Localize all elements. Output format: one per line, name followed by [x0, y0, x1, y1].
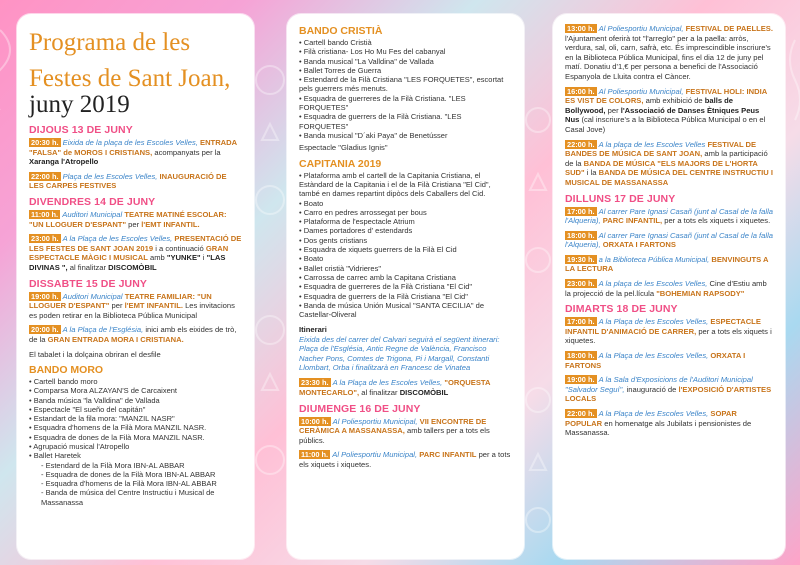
event [565, 351, 773, 370]
event-title: FESTIVAL HOLI: INDIA ES VIST DE COLORS, [565, 86, 767, 106]
event-text: per [607, 105, 619, 115]
event-text: (cal inscriure's a la Biblioteca Pública Municipal o en el Casal Jove) [565, 115, 766, 134]
event-title: "ORQUESTA MONTECARLO", [299, 378, 491, 398]
event-time: 23:00 h. [567, 279, 595, 289]
event-text: amb tallers per a tots els públics. [299, 426, 490, 445]
event [29, 172, 242, 191]
event-title: FESTIVAL DE BANDES DE MÚSICA DE SANT JOAN, [565, 139, 757, 159]
itinerary [299, 325, 512, 372]
event-location: Eixida de la plaça de les Escoles Velles, [62, 138, 198, 147]
list-item: • Banda de música Unión Musical "SANTA CECILIA" de Castellar-Oliveral [299, 301, 512, 320]
event [565, 207, 773, 226]
event-text: en homenatge als Jubilats i pensionistes de Massanassa. [565, 418, 752, 438]
event-text: al finalitzar [361, 388, 398, 398]
event-text: per [111, 301, 123, 311]
itinerary-title: Itinerari [299, 325, 327, 335]
list-item: • Esquadra de guerreres de la Filà Cristiana "El Cid" [299, 282, 512, 291]
event-location: A la Sala d'Exposicions de l'Auditori Municipal "Salvador Seguí", [565, 375, 753, 394]
event-text: amb exhibició de [645, 96, 703, 106]
event [29, 292, 242, 321]
event-text: acompanyats per la [154, 147, 221, 157]
list-subitem: - Estendard de la Filà Mora IBN-AL ABBAR [29, 461, 242, 470]
list-item: • Estendard de la Filà Cristiana "LES FORQUETES", escortat pels guerrers més menuts. [299, 75, 512, 94]
event-title: BENVINGUTS A LA LECTURA [565, 254, 769, 274]
title-line-3: juny 2019 [29, 91, 130, 118]
day-header: DIUMENGE 16 DE JUNY [299, 402, 421, 415]
title-line-2: Festes de Sant Joan, [29, 65, 231, 92]
event-location: Al carrer Pare Ignasi Casañ (junt al Casal de la falla l'Alqueria), [565, 230, 773, 250]
event-title: BANDA DE MÚSICA "ELS MAJORS DE L'HORTA SUD" [565, 158, 758, 178]
event-title: PARC INFANTIL [419, 450, 477, 460]
event-time: 11:00 h. [31, 209, 59, 219]
event-time: 17:00 h. [567, 317, 595, 327]
event [29, 234, 242, 272]
event-text: inauguració de [626, 384, 677, 394]
list-item: • Boato [299, 199, 512, 208]
event-time: 11:00 h. [301, 450, 329, 460]
event-title: PARC INFANTIL, [602, 216, 663, 226]
event [29, 138, 242, 167]
list-item: • Esquadra de guerrers de la Filà Cristiana. "LES FORQUETES" [299, 112, 512, 131]
list-item: • Ballet Torres de Guerra [299, 66, 512, 75]
list-item: • Esquadra de dones de la Filà Mora MANZIL NASR. [29, 433, 242, 442]
event-time: 19:00 h. [31, 291, 59, 301]
list-item: • Boato [299, 254, 512, 263]
event-title: ENTRADA "FALSA" de MOROS I CRISTIANS, [29, 138, 237, 157]
event-time: 22:00 h. [567, 409, 595, 418]
event-location: Auditori Municipal [62, 291, 123, 301]
bando-moro-list [29, 377, 242, 507]
list-item: • Plataforma de l'espectacle Atrium [299, 217, 512, 226]
section-header: CAPITANIA 2019 [299, 157, 382, 170]
list-item: • Banda música "la Valldina" de Vallada [29, 396, 242, 405]
event-title: VII ENCONTRE DE CERÀMICA A MASSANASSA, [299, 416, 487, 436]
event-time: 13:00 h. [567, 24, 595, 33]
list-item: • Estandart de la fila mora: "MANZIL NASR" [29, 414, 242, 423]
event-text: per a tots els xiquets i xiquetes. [299, 450, 511, 470]
event-location: Al Poliesportiu Municipal, [332, 416, 418, 426]
event-performer: Xaranga l'Atropello [29, 157, 99, 167]
event-title: l'EMT INFANTIL. [124, 301, 183, 311]
list-item: • Banda musical "La Valldina" de Vallada [299, 57, 512, 66]
event-text: i [202, 253, 205, 263]
day-header: DISSABTE 15 DE JUNY [29, 277, 148, 290]
event-text: i a continuació [155, 243, 204, 253]
event-title: TEATRE MATINÉ ESCOLAR: "UN LLOGUER D'ESPANT" [29, 209, 227, 229]
event-title: ESPECTACLE INFANTIL D'ANIMACIÓ DE CARRER, [565, 317, 761, 336]
event-title: ORXATA I FARTONS [565, 351, 746, 370]
event [29, 325, 242, 344]
event [565, 87, 773, 135]
event-location: A la Plaça de les Escoles Velles, [598, 351, 709, 361]
event-title: l'EXPOSICIÓ D'ARTISTES LOCALS [565, 384, 772, 404]
event-time: 20:00 h. [31, 325, 59, 335]
event [565, 24, 773, 82]
event-time: 22:00 h. [31, 171, 59, 181]
event-time: 16:00 h. [567, 86, 595, 96]
title-line-1: Programa de les [29, 29, 191, 56]
list-item: • Dames portadores d' estendards [299, 226, 512, 235]
event-performer: "LAS DIVINAS ", [29, 253, 226, 272]
list-item: • Cartell bando Cristià [299, 38, 512, 47]
event-location: Al Poliesportiu Municipal, [332, 450, 418, 460]
event-location: Plaça de les Escoles Velles, [62, 171, 158, 181]
program-panel-middle [287, 14, 524, 559]
event-location: A la Plaça de les Escoles Velles, [598, 409, 709, 418]
event [299, 417, 512, 446]
event-performer: "YUNKE" [166, 253, 201, 263]
list-item: • Esquadra de xiquets guerrers de la Filà El Cid [299, 245, 512, 254]
list-item: • Ballet cristià "Vidrieres" [299, 264, 512, 273]
event-location: a la Biblioteca Pública Municipal, [598, 254, 710, 264]
day-header: DIVENDRES 14 DE JUNY [29, 195, 156, 208]
event-text: Cine d'Estiu amb la projecció de la pel.lícula [565, 279, 767, 298]
program-panel-right [553, 14, 785, 559]
event-location: A la Plaça de les Escoles Velles, [332, 378, 443, 388]
event [299, 378, 512, 397]
event-text: inici amb els eixides de trò, de la [29, 325, 237, 344]
event-time: 19:00 h. [567, 375, 595, 385]
list-item: • Banda musical "D´aki Paya" de Benetússer [299, 131, 512, 140]
event [299, 450, 512, 469]
list-item: • Filà cristiana- Los Ho Mu Fes del cabanyal [299, 47, 512, 56]
event-text: amb la participació de la [565, 149, 768, 168]
event-time: 23:30 h. [301, 378, 329, 388]
event-location: A la Plaça de les Escoles Velles, [62, 234, 173, 244]
event-location: Al carrer Pare Ignasi Casañ (junt al Casal de la falla l'Alqueria), [565, 206, 773, 226]
event [565, 409, 773, 438]
list-item: • Carro en pedres arrossegat per bous [299, 208, 512, 217]
event [565, 279, 773, 298]
list-item: • Cartell bando moro [29, 377, 242, 386]
event-performer: l'Associació de Danses Ètniques Peus Nus [565, 105, 760, 125]
event-title: SOPAR POPULAR [565, 409, 737, 428]
event-text: per [128, 219, 140, 229]
event-performer: DISCOMÒBIL [108, 262, 157, 272]
event-text: per a tots els xiquets i xiquetes. [565, 326, 772, 346]
list-subitem: - Banda de música del Centre Instructiu i Musical de Massanassa [29, 488, 242, 507]
event-time: 18:00 h. [567, 351, 595, 361]
event-text: l'Ajuntament oferirà tot "l'arreglo" per a la paella: arròs, verdura, sal, oli, carn, safrà, etc. És imprescindible inscriure's en la Biblioteca Pública Municipal, fins el dia 12 de juny pel matí. Donatiu d'1,€ per persona a benefici de l'Associació Espanyola de Lluita contra el Càncer. [565, 33, 771, 81]
event-time: 22:00 h. [567, 139, 595, 149]
list-item: • Agrupació musical l'Atropello [29, 442, 242, 451]
event [565, 231, 773, 250]
event-title: GRAN ENTRADA MORA I CRISTIANA. [47, 334, 184, 344]
event-time: 10:00 h. [301, 416, 329, 426]
list-subitem: - Esquadra de dones de la Filà Mora IBN-AL ABBAR [29, 470, 242, 479]
event-time: 20:30 h. [31, 138, 59, 147]
event-title: "BOHEMIAN RAPSODY" [656, 288, 745, 298]
event-location: Al Poliesportiu Municipal, [598, 24, 684, 33]
event-title: GRAN ESPECTACLE MÀGIC I MUSICAL [29, 243, 229, 263]
event-performer: balls de Bollywood, [565, 96, 734, 115]
event-location: A la plaça de les Escoles Velles, [598, 279, 708, 289]
event-time: 17:00 h. [567, 206, 595, 216]
event-text: al finalitzar [69, 262, 107, 272]
event-title: INAUGURACIÓ DE LES CARPES FESTIVES [29, 171, 227, 191]
event-title: TEATRE FAMILIAR: "UN LLOGUER D'ESPANT" [29, 291, 212, 311]
day-header: DIJOUS 13 DE JUNY [29, 124, 133, 136]
event [565, 317, 773, 346]
list-item: • Plataforma amb el cartell de la Capitania Cristiana, el Estàndard de la Capitania i el de la Filà Cristiana "El Cid", també en dames repartint dipòcs dels Caballers del Cid. [299, 171, 512, 199]
event-text: amb [149, 253, 165, 263]
event-time: 18:00 h. [567, 230, 595, 240]
list-item: • Esquadra d'homens de la Filà Mora MANZIL NASR. [29, 423, 242, 432]
event-text: i la [586, 168, 597, 178]
event-performer: DISCOMÒBIL [399, 388, 449, 398]
list-item: • Comparsa Mora ALZAYAN'S de Carcaixent [29, 386, 242, 395]
event-title: FESTIVAL DE PAELLES. [685, 24, 773, 33]
event-title: PRESENTACIÓ DE LES FESTES DE SANT JOAN 2019 [29, 234, 242, 253]
espectacle-text: Espectacle "Gladius Ignis" [299, 143, 388, 153]
event-location: A la Plaça de les Escoles Velles, [598, 317, 709, 327]
event-location: Auditori Municipal [62, 209, 123, 219]
list-item: • Esquadra de guerreres de la Filà Cristiana. "LES FORQUETES" [299, 94, 512, 113]
section-header: BANDO MORO [29, 363, 104, 376]
program-panel-left [17, 14, 254, 559]
list-subitem: - Esquadra d'homens de la Filà Mora IBN-AL ABBAR [29, 479, 242, 488]
event-time: 23:00 h. [31, 234, 59, 244]
day-header: DIMARTS 18 DE JUNY [565, 303, 678, 316]
event-location: A la Plaça de l'Església, [62, 325, 144, 335]
event-title: l'EMT INFANTIL. [141, 219, 200, 229]
list-item: • Dos gents cristians [299, 236, 512, 245]
event-title: ORXATA I FARTONS [602, 240, 676, 250]
event [565, 375, 773, 404]
event-time: 19:30 h. [567, 254, 595, 264]
itinerary-text: Eixida des del carrer del Calvari seguirà el següent itinerari: Plaça de l'Església, Antic Regne de València, Francisco Nacher Pons, Comtes de Trigona, Pi i Margall, Constanti Llombart, Orba i finalitzarà en Francesc de Vinatea [299, 334, 500, 373]
list-item: • Esquadra de guerrers de la Filà Cristiana "El Cid" [299, 292, 512, 301]
day-header: DILLUNS 17 DE JUNY [565, 192, 676, 205]
section-header: BANDO CRISTIÀ [299, 25, 383, 37]
event-text: Les invitacions es poden retirar en la Biblioteca Pública Municipal [29, 301, 235, 320]
event [565, 140, 773, 188]
list-item: • Ballet Haretek [29, 451, 242, 460]
event [565, 255, 773, 274]
event-title: BANDA DE MÚSICA DEL CENTRE INSTRUCTIU I MUSICAL DE MASSANASSA [565, 168, 773, 187]
event-location: A la plaça de les Escoles Velles [598, 139, 706, 149]
event-text: per a tots els xiquets i xiquetes. [664, 216, 771, 226]
note: El tabalet i la dolçaina obriran el desfile [29, 349, 161, 359]
capitania-list [299, 171, 512, 320]
list-item: • Carrossa de carrec amb la Capitana Cristiana [299, 273, 512, 282]
list-item: • Espectacle "El sueño del capitán" [29, 405, 242, 414]
bando-cristia-list [299, 38, 512, 140]
event [29, 210, 242, 229]
event-location: Al Poliesportiu Municipal, [598, 86, 684, 96]
